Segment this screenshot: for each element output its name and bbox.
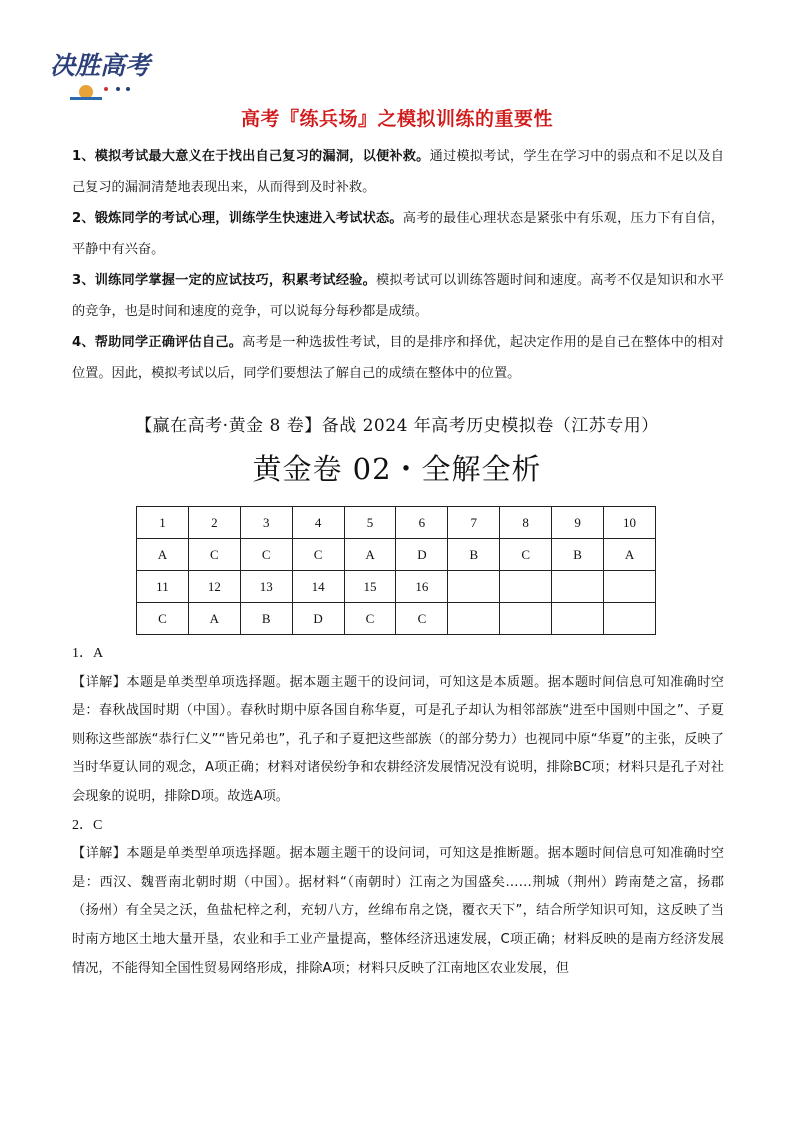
table-cell: 14 [292,571,344,603]
exam-subtitle: 【赢在高考·黄金 8 卷】备战 2024 年高考历史模拟卷（江苏专用） [135,416,659,436]
intro-section [72,141,724,389]
intro-paragraph [72,265,724,327]
table-cell: C [240,539,292,571]
table-row [137,539,656,571]
table-cell: A [188,603,240,635]
intro-paragraph [72,141,724,203]
logo-dot-icon [104,87,108,91]
table-cell [500,571,552,603]
table-cell: 4 [292,507,344,539]
question-number: 2．C [72,817,103,833]
table-cell [448,603,500,635]
page-heading: 高考『练兵场』之模拟训练的重要性 [240,108,553,130]
table-cell: 11 [137,571,189,603]
intro-lead: 3、训练同学掌握一定的应试技巧，积累考试经验。 [72,273,377,288]
table-cell: 6 [396,507,448,539]
explanation-paragraph: 【详解】本题是单类型单项选择题。据本题主题干的设问词，可知这是推断题。据本题时间信息可知准确时空是：西汉、魏晋南北朝时期（中国）。据材料“（南朝时）江南之为国盛矣……荆城（荆州）跨南楚之富，扬郡（扬州）有全吴之沃，鱼盐杞梓之利，充轫八方，丝绵布帛之饶，覆衣天下”，结合所学知识可知，这反映了当时南方地区土地大量开垦，农业和手工业产量提高，整体经济迅速发展，C项正确；材料反映的是南方经济发展情况，不能得知全国性贸易网络形成，排除A项；材料只反映了江南地区农业发展，但 [72,846,724,976]
table-cell: 8 [500,507,552,539]
intro-text: 通过模拟考试，学生在学习中的弱点和不足以及自己复习的漏洞清楚地表现出来，从而得到及时补救。 [72,149,724,195]
table-cell: 12 [188,571,240,603]
table-cell: 15 [344,571,396,603]
table-cell: C [396,603,448,635]
table-row [137,603,656,635]
table-cell [500,603,552,635]
intro-lead: 4、帮助同学正确评估自己。 [72,335,243,350]
intro-lead: 2、锻炼同学的考试心理，训练学生快速进入考试状态。 [72,211,403,226]
table-cell: 13 [240,571,292,603]
table-cell [552,571,604,603]
intro-paragraph [72,327,724,389]
table-cell: 3 [240,507,292,539]
table-cell [448,571,500,603]
table-cell: B [240,603,292,635]
answer-table [136,506,656,635]
intro-lead: 1、模拟考试最大意义在于找出自己复习的漏洞，以便补救。 [72,149,430,164]
logo-text: 决胜高考 [50,51,151,80]
table-cell [604,603,656,635]
table-cell: B [552,539,604,571]
table-cell: 1 [137,507,189,539]
table-cell: 7 [448,507,500,539]
explanation-paragraph: 【详解】本题是单类型单项选择题。据本题主题干的设问词，可知这是本质题。据本题时间信息可知准确时空是：春秋战国时期（中国）。春秋时期中原各国自称华夏，可是孔子却认为相邻部族“进至中国则中国之”、子夏则称这些部族“恭行仁义”“皆兄弟也”，孔子和子夏把这些部族（的部分势力）也视同中原“华夏”的主张，反映了当时华夏认同的观念，A项正确；材料对诸侯纷争和农耕经济发展情况没有说明，排除BC项；材料只是孔子对社会现象的说明，排除D项。故选A项。 [72,674,724,804]
table-cell: D [396,539,448,571]
logo-sun-icon [79,85,93,99]
table-cell: C [137,603,189,635]
intro-text: 高考是一种选拔性考试，目的是排序和择优，起决定作用的是自己在整体中的相对位置。因此，模拟考试以后，同学们要想法了解自己的成绩在整体中的位置。 [72,335,724,381]
table-cell: C [292,539,344,571]
table-cell: C [500,539,552,571]
table-row [137,507,656,539]
table-cell: 9 [552,507,604,539]
logo-dot-icon [116,87,120,91]
table-cell: 16 [396,571,448,603]
intro-paragraph [72,203,724,265]
table-cell: 5 [344,507,396,539]
explanations-section [72,640,724,983]
table-cell: B [448,539,500,571]
table-cell [604,571,656,603]
logo-dot-icon [126,87,130,91]
intro-text: 模拟考试可以训练答题时间和速度。高考不仅是知识和水平的竞争，也是时间和速度的竞争，可以说每分每秒都是成绩。 [72,273,724,319]
table-cell: D [292,603,344,635]
exam-title: 黄金卷 02・全解全析 [252,452,542,486]
logo-wave-icon [70,97,102,100]
table-cell: 10 [604,507,656,539]
intro-text: 高考的最佳心理状态是紧张中有乐观，压力下有自信，平静中有兴奋。 [72,211,724,257]
question-number: 1．A [72,646,104,661]
table-cell: A [604,539,656,571]
table-cell: C [188,539,240,571]
table-row [137,571,656,603]
table-cell: A [137,539,189,571]
table-cell: A [344,539,396,571]
table-cell [552,603,604,635]
table-cell: C [344,603,396,635]
logo [46,40,166,112]
table-cell: 2 [188,507,240,539]
